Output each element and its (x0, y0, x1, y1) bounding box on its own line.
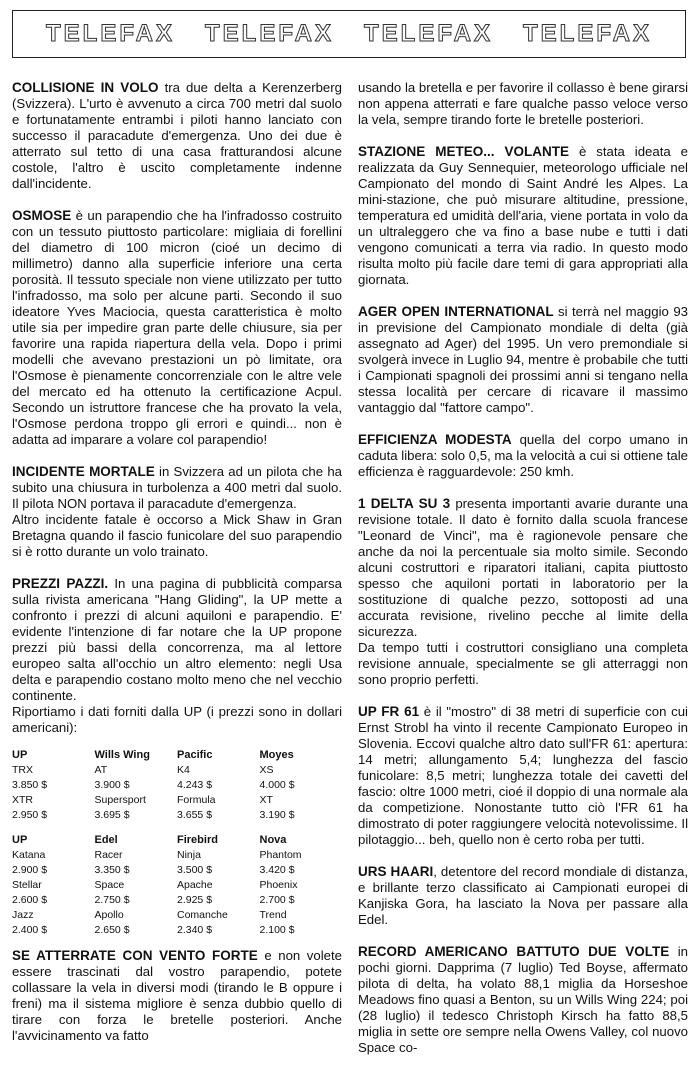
table-cell: Katana (12, 849, 46, 861)
table-cell: K4 (177, 764, 190, 776)
table-row (12, 808, 342, 823)
table-cell: 3.900 $ (94, 779, 130, 791)
article-lead: 1 DELTA SU 3 (358, 496, 451, 511)
table-cell: XS (259, 764, 274, 776)
table-row (12, 893, 342, 908)
article-text-2: Altro incidente fatale è occorso a Mick Shaw in Gran Bretagna quando il fascio funicolare del suo parapendio si è rotto durante un volo trainato. (12, 512, 342, 559)
table-cell: 3.420 $ (259, 864, 295, 876)
table-cell: AT (94, 764, 108, 776)
article-vento-continued: usando la bretella e per favorire il collasso è bene girarsi non appena atterrati e fare qualche passo veloce verso la vela, sempre tirando forte le bretelle posteriori. (358, 80, 688, 127)
table-cell: 3.850 $ (12, 779, 48, 791)
article-text-2: Da tempo tutti i costruttori consigliano una completa revisione annuale, specialmente se gli atterraggi non sono proprio perfetti. (358, 640, 688, 687)
header-word: TELEFAX (363, 20, 493, 47)
table-row (12, 793, 342, 808)
table-cell: Racer (94, 849, 123, 861)
table-cell: 3.695 $ (94, 809, 130, 821)
article-ager (358, 304, 688, 416)
table-cell: Space (94, 879, 125, 891)
article-lead: COLLISIONE IN VOLO (12, 80, 159, 95)
article-lead: SE ATTERRATE CON VENTO FORTE (12, 948, 258, 963)
article-prezzi (12, 576, 342, 938)
article-text: in Svizzera ad un pilota che ha subito una chiusura in turbolenza a 400 metri dal suolo. Il pilota NON portava il paracadute d'emergenza. (12, 464, 342, 511)
table-row (12, 778, 342, 793)
article-lead: PREZZI PAZZI. (12, 576, 109, 591)
table-cell: Formula (177, 794, 216, 806)
table-cell: 2.100 $ (259, 924, 295, 936)
table-row (12, 923, 342, 938)
article-lead: AGER OPEN INTERNATIONAL (358, 304, 554, 319)
table-cell: Trend (259, 909, 287, 921)
table-header: Moyes (259, 749, 294, 761)
article-efficienza (358, 432, 688, 480)
table-cell: TRX (12, 764, 33, 776)
table-cell: 3.350 $ (94, 864, 130, 876)
table-cell: 2.600 $ (12, 894, 48, 906)
article-lead: EFFICIENZA MODESTA (358, 432, 512, 447)
table-cell: 2.340 $ (177, 924, 213, 936)
article-text: presenta importanti avarie durante una revisione totale. Il dato è fornito dalla scuola francese "Leonard de Vinci", ma è ragionevole pensare che anche da noi la percentuale sia molto simile. Secondo alcuni costruttori e riparatori italiani, capita piuttosto spesso che aquiloni portati in laboratorio per la sostituzione di qualche pezzo, sottoposti ad una accurata revisione, rivelino pecche al limite della sicurezza. (358, 496, 688, 639)
header-word: TELEFAX (45, 20, 175, 47)
table-header: UP (12, 834, 28, 846)
article-text: in pochi giorni. Dapprima (7 luglio) Ted Boyse, affermato pilota di delta, ha volato 88,1 miglia da Horseshoe Meadows fino quasi a Benton, su un Wills Wing 224; poi (28 luglio) il tedesco Christoph Kirsch ha fatto 88,5 miglia in sette ore sempre nella Owens Valley, col nuovo Space co- (358, 944, 688, 1055)
table-cell: 2.650 $ (94, 924, 130, 936)
table-row (12, 763, 342, 778)
table-cell: Phoenix (259, 879, 298, 891)
article-text: si terrà nel maggio 93 in previsione del Campionato mondiale di delta (già assegnato ad Ager) del 1995. Un vero premondiale si svolgerà invece in Luglio 94, mentre è probabile che tutti i Campionati spagnoli dei prossimi anni si tengano nella stessa località per cercare di ricavare il massimo vantaggio dal "fattore campo". (358, 304, 688, 415)
article-meteo (358, 144, 688, 288)
table-cell: XT (259, 794, 273, 806)
table-cell: 2.900 $ (12, 864, 48, 876)
table-row (12, 878, 342, 893)
article-lead: STAZIONE METEO... VOLANTE (358, 144, 570, 159)
table-header: Wills Wing (94, 749, 150, 761)
table-cell: 4.243 $ (177, 779, 213, 791)
left-column (12, 80, 342, 1060)
article-fr61 (358, 704, 688, 848)
table-row (12, 863, 342, 878)
table-cell: Ninja (177, 849, 201, 861)
table-cell: Supersport (94, 794, 146, 806)
table-row (12, 848, 342, 863)
article-lead: INCIDENTE MORTALE (12, 464, 155, 479)
table-cell: 4.000 $ (259, 779, 295, 791)
telefax-header (12, 10, 686, 58)
article-lead: UP FR 61 (358, 704, 420, 719)
article-text: tra due delta a Kerenzerberg (Svizzera). L'urto è avvenuto a circa 700 metri dal suolo e fortunatamente entrambi i piloti hanno lanciato con successo il paracadute d'emergenza. Uno dei due è atterrato sul tetto di una casa fratturandosi alcune costole, l'altro è uscito completamente indenne dall'incidente. (12, 80, 342, 191)
table-cell: 2.925 $ (177, 894, 213, 906)
article-text: , detentore del record mondiale di distanza, e brillante terzo classificato ai Campionati europei di Kanjiska Gora, ha lasciato la Nova per passare alla Edel. (358, 864, 688, 927)
right-column (358, 80, 688, 1072)
header-word: TELEFAX (522, 20, 652, 47)
article-osmose (12, 208, 342, 448)
table-cell: 2.400 $ (12, 924, 48, 936)
article-collisione (12, 80, 342, 192)
table-cell: Apollo (94, 909, 124, 921)
table-header: UP (12, 749, 28, 761)
table-header: Edel (94, 834, 118, 846)
article-lead: OSMOSE (12, 208, 72, 223)
table-header: Firebird (177, 834, 218, 846)
article-text: è un parapendio che ha l'infradosso costruito con un tessuto piuttosto particolare: migliaia di forellini del diametro di 100 micron (cioé un decimo di millimetro) danno alla superficie inferiore una certa porosità. Il tessuto speciale non viene utilizzato per tutto l'infradosso, ma solo per alcune parti. Secondo il suo ideatore Yves Maciocia, questa caratteristica è molto utile sia per impedire gran parte delle chiusure, sia per favorire una rapida riapertura della vela. Dopo i primi modelli che avevano prestazioni un pò limitate, ora l'Osmose è pienamente concorrenziale con le altre vele del mercato ed ha ottenuto la certificazione Acpul. Secondo un istruttore francese che ha provato la vela, l'Osmose perdona troppo gli errori e quindi... non è adatta ad imparare a volare col parapendio! (12, 208, 342, 447)
article-delta (358, 496, 688, 688)
table-cell: 2.750 $ (94, 894, 130, 906)
article-text: è stata ideata e realizzata da Guy Sennequier, meteorologo ufficiale nel Campionato del mondo di Saint André les Alpes. La mini-stazione, che può misurare altitudine, pressione, temperatura ed umidità dell'aria, viene portata in volo da un ultraleggero che va fino a base nube e tutti i dati vengono comunicati a terra via radio. In questo modo risulta molto più facile dare temi di gara appropriati alla giornata. (358, 144, 688, 287)
article-lead: RECORD AMERICANO BATTUTO DUE VOLTE (358, 944, 670, 959)
article-incidente (12, 464, 342, 560)
table-row (12, 908, 342, 923)
article-text: è il "mostro" di 38 metri di superficie con cui Ernst Strobl ha vinto il recente Campionato Europeo in Slovenia. Eccovi qualche altro dato sull'FR 61: apertura: 14 metri; allungamento 5,4; lunghezza del fascio funicolare: 8,5 metri; lunghezza totale dei cavetti del fascio: oltre 1000 metri, cioé il doppio di una normale ala da competizione. Nonostante tutto ciò l'FR 61 ha dimostrato di poter raggiungere velocità notevolissime. Il pilotaggio... beh, quello non è certo roba per tutti. (358, 704, 688, 847)
article-urs (358, 864, 688, 928)
table-cell: XTR (12, 794, 33, 806)
table-cell: 3.190 $ (259, 809, 295, 821)
price-table-1 (12, 748, 342, 938)
table-cell: Phantom (259, 849, 302, 861)
article-text: In una pagina di pubblicità comparsa sulla rivista americana "Hang Gliding", la UP mette a confronto i prezzi di alcuni aquiloni e parapendio. E' evidente l'intenzione di far notare che la UP propone prezzi più bassi della concorrenza, ma al lettore europeo salta all'occhio un altro elemento: negli Usa delta e parapendio costano molto meno che nel vecchio continente. (12, 576, 342, 703)
table-cell: Jazz (12, 909, 34, 921)
table-cell: Apache (177, 879, 213, 891)
table-cell: 2.700 $ (259, 894, 295, 906)
article-text: quella del corpo umano in caduta libera: solo 0,5, ma la velocità a cui si ottiene tale efficienza è ragguardevole: 250 kmh. (358, 432, 688, 479)
article-text-2: Riportiamo i dati forniti dalla UP (i prezzi sono in dollari americani): (12, 704, 342, 735)
article-text: e non volete essere trascinati dal vostro parapendio, potete collassare la vela in diversi modi (tirando le B oppure i freni) ma il sistema migliore è senza dubbio quello di tirare con forza le bretelle posteriori. Anche l'avvicinamento va fatto (12, 948, 342, 1043)
table-cell: Stellar (12, 879, 42, 891)
header-word: TELEFAX (204, 20, 334, 47)
table-cell: 3.500 $ (177, 864, 213, 876)
table-cell: 3.655 $ (177, 809, 213, 821)
table-header: Nova (259, 834, 287, 846)
table-header: Pacific (177, 749, 213, 761)
table-cell: Comanche (177, 909, 228, 921)
article-lead: URS HAARI (358, 864, 434, 879)
article-vento (12, 948, 342, 1044)
table-cell: 2.950 $ (12, 809, 48, 821)
article-record (358, 944, 688, 1056)
